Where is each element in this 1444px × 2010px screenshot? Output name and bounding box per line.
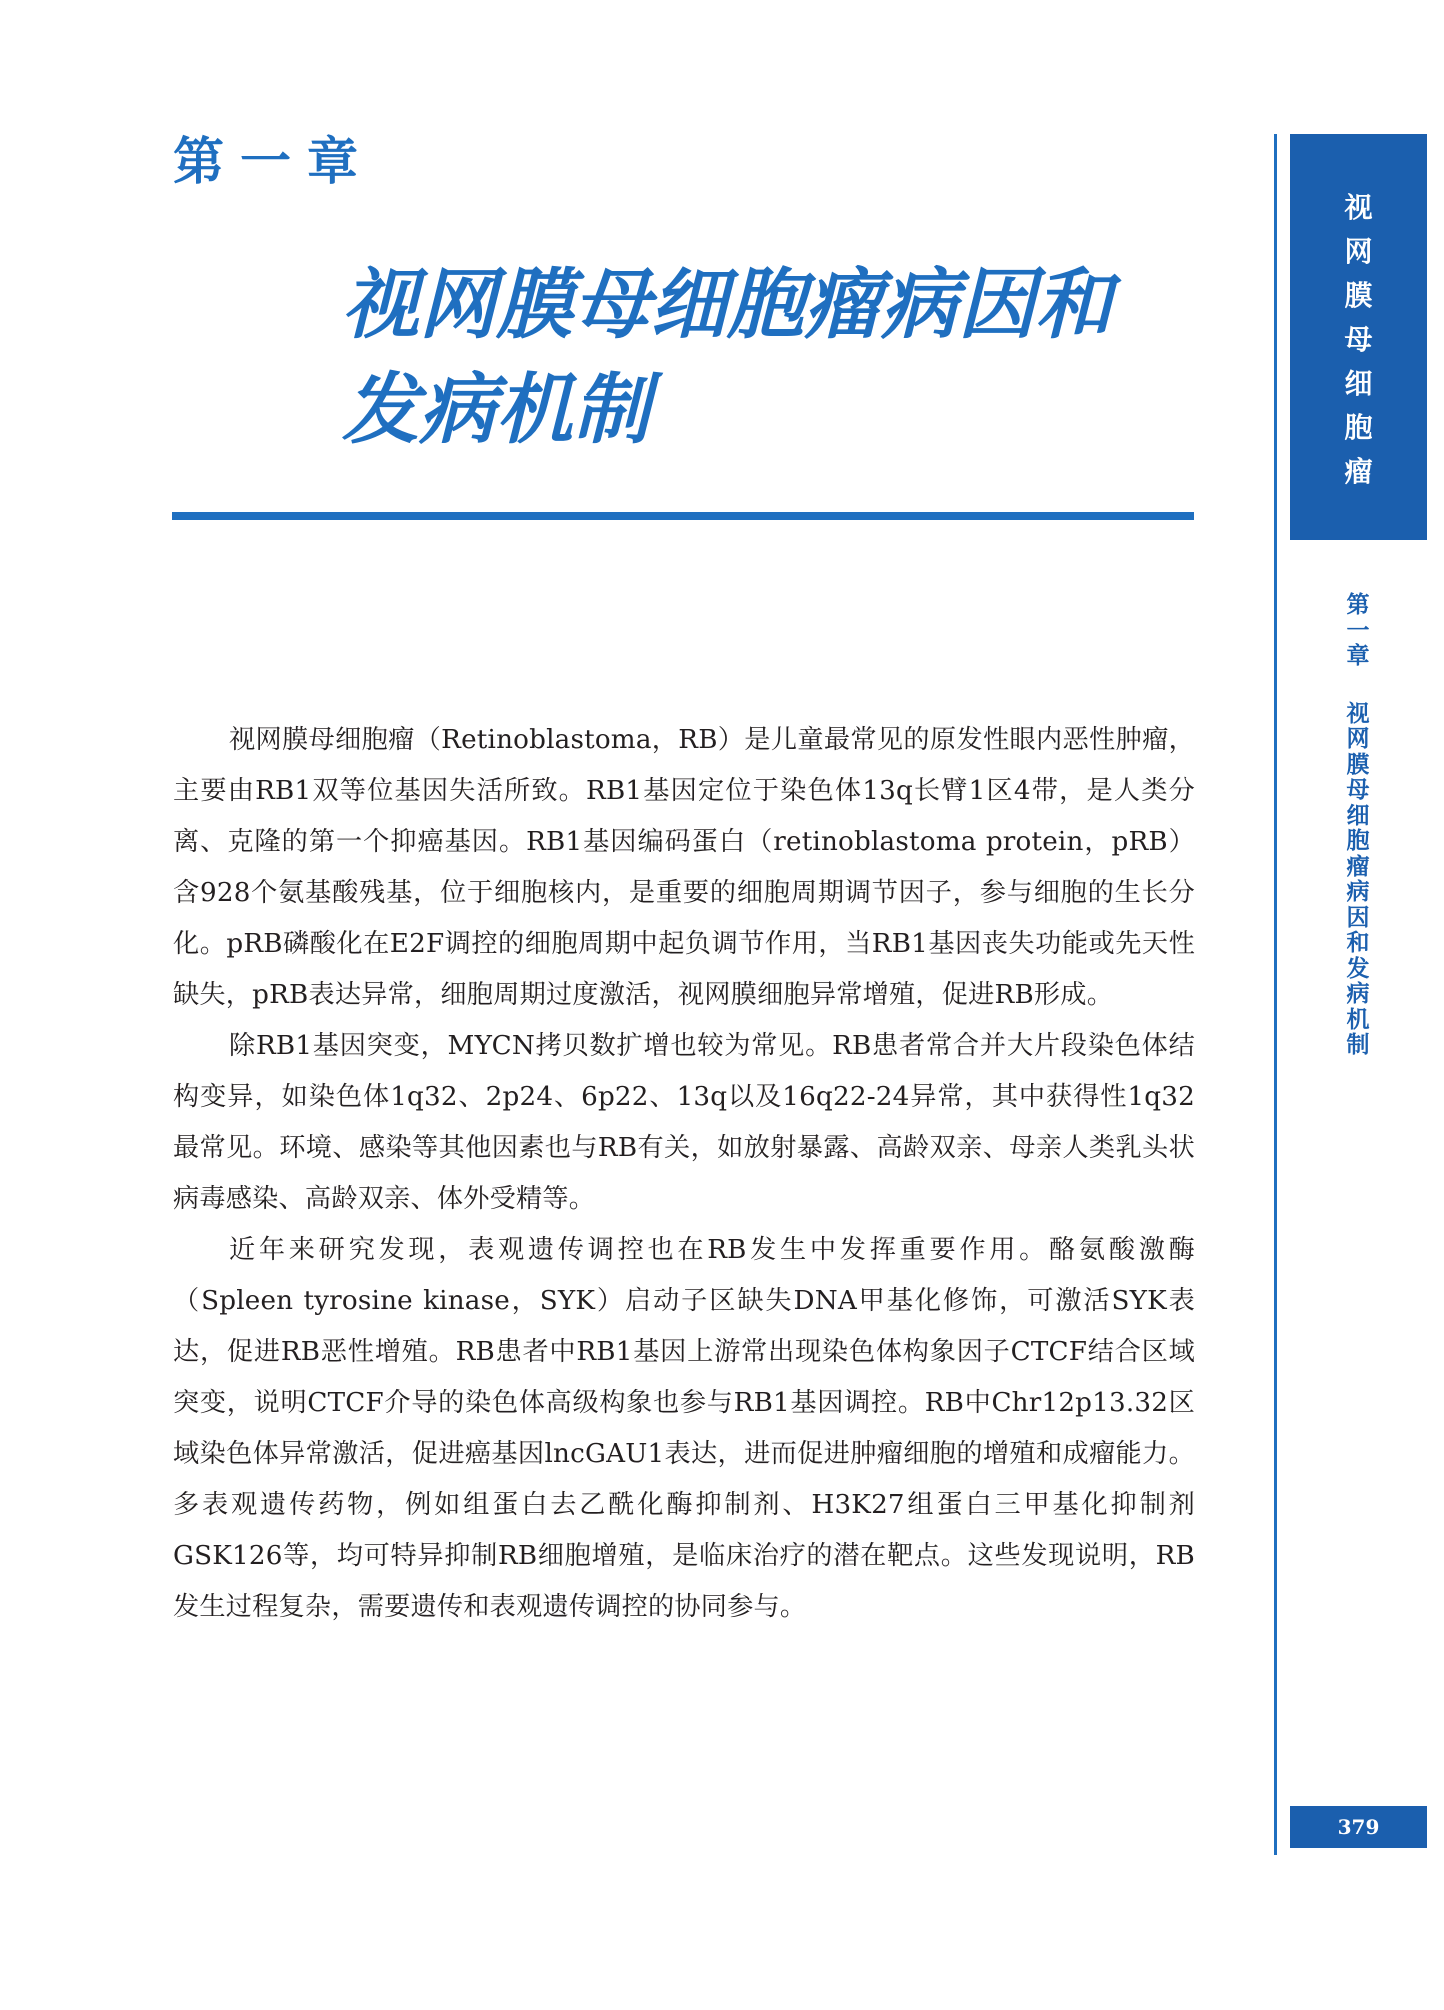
chapter-title-line-1: 视网膜母细胞瘤病因和 [342,261,1112,350]
vertical-char: 视 [1346,699,1370,727]
vertical-char: 瘤 [1346,852,1370,880]
vertical-char: 因 [1346,903,1370,931]
vertical-char: 和 [1346,929,1370,956]
paragraph-2: 除RB1基因突变，MYCN拷贝数扩增也较为常见。RB患者常合并大片段染色体结构变异，如染色体1q32、2p24、6p22、13q以及16q22-24异常，其中获得性1q32最常见。环境、感染等其他因素也与RB有关，如放射暴露、高龄双亲、母亲人类乳头状病毒感染、高龄双亲、体外受精等。 [173,1031,1195,1214]
running-chapter-name [1323,701,1393,1058]
section-thumb-tab-label [1290,186,1427,494]
paragraph-1: 视网膜母细胞瘤（Retinoblastoma，RB）是儿童最常见的原发性眼内恶性肿瘤，主要由RB1双等位基因失活所致。RB1基因定位于染色体13q长臂1区4带，是人类分离、克隆的第一个抑癌基因。RB1基因编码蛋白（retinoblastoma protein，pRB）含928个氨基酸残基，位于细胞核内，是重要的细胞周期调节因子，参与细胞的生长分化。pRB磷酸化在E2F调控的细胞周期中起负调节作用，当RB1基因丧失功能或先天性缺失，pRB表达异常，细胞周期过度激活，视网膜细胞异常增殖，促进RB形成。 [173,725,1195,1010]
paragraph-3: 近年来研究发现，表观遗传调控也在RB发生中发挥重要作用。酪氨酸激酶（Spleen tyrosine kinase，SYK）启动子区缺失DNA甲基化修饰，可激活SYK表达，促进RB恶性增殖。RB患者中RB1基因上游常出现染色体构象因子CTCF结合区域突变，说明CTCF介导的染色体高级构象也参与RB1基因调控。RB中Chr12p13.32区域染色体异常激活，促进癌基因lncGAU1表达，进而促进肿瘤细胞的增殖和成瘤能力。多表观遗传药物，例如组蛋白去乙酰化酶抑制剂、H3K27组蛋白三甲基化抑制剂GSK126等，均可特异抑制RB细胞增殖，是临床治疗的潜在靶点。这些发现说明，RB发生过程复杂，需要遗传和表观遗传调控的协同参与。 [173,1235,1195,1622]
vertical-char: 网 [1346,725,1370,752]
vertical-char: 病 [1346,980,1370,1007]
vertical-char: 制 [1346,1031,1370,1058]
vertical-char: 瘤 [1344,455,1373,488]
vertical-char: 细 [1346,801,1370,829]
chapter-title-line-2: 发病机制 [342,366,650,455]
vertical-char: 第 [1346,591,1370,618]
vertical-char: 胞 [1344,411,1373,444]
vertical-char: 网 [1344,235,1373,268]
vertical-char: 胞 [1346,827,1370,854]
title-divider [172,512,1194,520]
section-thumb-tab [1290,134,1427,540]
vertical-char: 一 [1346,616,1370,644]
page-number: 379 [1290,1806,1427,1848]
vertical-char: 母 [1346,776,1370,803]
vertical-char: 膜 [1344,279,1373,312]
vertical-char: 发 [1346,954,1370,982]
vertical-char: 章 [1346,642,1370,669]
vertical-char: 膜 [1346,750,1370,778]
vertical-char: 机 [1346,1005,1370,1033]
vertical-char: 母 [1344,323,1373,356]
vertical-char: 视 [1344,191,1373,224]
vertical-char: 病 [1346,878,1370,905]
running-chapter-title [1323,592,1393,1058]
margin-rule [1274,134,1277,1855]
chapter-title [342,253,1202,463]
running-chapter-number [1323,592,1393,669]
chapter-number: 第一章 [173,133,375,192]
vertical-char: 细 [1344,367,1373,400]
body-text [173,715,1195,1633]
